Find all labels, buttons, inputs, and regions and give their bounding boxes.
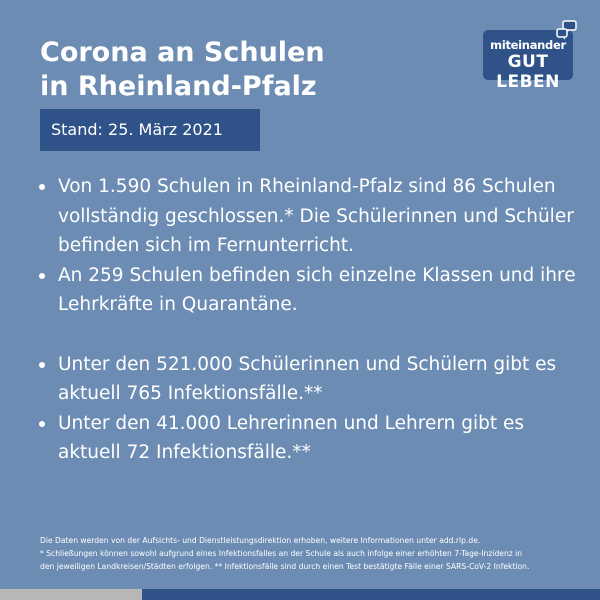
- bullet-text: Von 1.590 Schulen in Rheinland-Pfalz sind 86 Schulen vollständig geschlossen.* Die Schülerinnen und Schüler befinden sich im Fernunterricht.: [58, 176, 574, 256]
- footnotes: [40, 534, 580, 573]
- footer-bar-blue: [142, 589, 600, 600]
- footer-bar-grey: [0, 589, 142, 600]
- list-item: [38, 350, 578, 409]
- list-item: [38, 172, 578, 261]
- facts-list: [38, 172, 578, 468]
- logo-line-2: GUT LEBEN: [496, 52, 560, 92]
- bullet-text: An 259 Schulen befinden sich einzelne Klassen und ihre Lehrkräfte in Quarantäne.: [58, 264, 576, 315]
- list-item: [38, 261, 578, 320]
- bullet-dot-icon: [39, 184, 45, 190]
- bullet-dot-icon: [39, 421, 45, 427]
- bullet-dot-icon: [39, 273, 45, 279]
- bullet-dot-icon: [39, 362, 45, 368]
- bullet-text: Unter den 521.000 Schülerinnen und Schülern gibt es aktuell 765 Infektionsfälle.**: [58, 353, 557, 404]
- footnote-closures: * Schließungen können sowohl aufgrund eines Infektionsfalles an der Schule als auch infolge einer erhöhten 7-Tage-Inzidenz in: [40, 549, 523, 558]
- date-stamp-box: Stand: 25. März 2021: [40, 109, 260, 151]
- title-line-1: Corona an Schulen: [40, 37, 325, 68]
- bullet-text: Unter den 41.000 Lehrerinnen und Lehrern gibt es aktuell 72 Infektionsfälle.**: [58, 412, 524, 463]
- title-line-2: in Rheinland-Pfalz: [40, 71, 317, 102]
- page-title: [40, 36, 325, 104]
- speech-bubbles-icon: [555, 20, 579, 42]
- footnote-source: Die Daten werden von der Aufsichts- und Dienstleistungsdirektion erhoben, weitere Informationen unter add.rlp.de.: [40, 536, 481, 545]
- footnote-infections: den jeweiligen Landkreisen/Städten erfolgen. ** Infektionsfälle sind durch einen Test bestätigte Fälle einer SARS-CoV-2 Infektion.: [40, 562, 530, 571]
- list-item: [38, 409, 578, 468]
- miteinander-gut-leben-logo: [483, 30, 573, 92]
- logo-line-1: miteinander: [490, 38, 566, 52]
